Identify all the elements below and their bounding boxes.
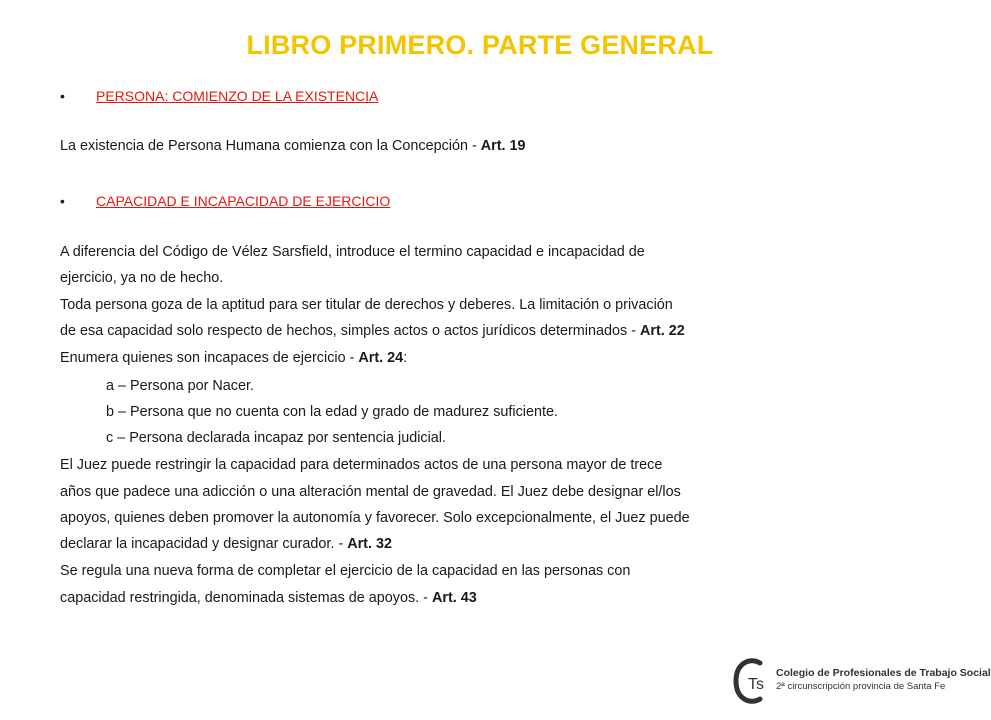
text-line: años que padece una adicción o una alteración mental de gravedad. El Juez debe designar el/los	[60, 484, 681, 500]
article-ref: Art. 22	[639, 323, 685, 339]
text-line: El Juez puede restringir la capacidad para determinados actos de una persona mayor de trece	[60, 457, 663, 473]
svg-text:Ts: Ts	[748, 676, 764, 693]
text-line: A diferencia del Código de Vélez Sarsfield, introduce el termino capacidad e incapacidad de	[60, 244, 645, 260]
section-heading-text: PERSONA: COMIENZO DE LA EXISTENCIA	[96, 88, 379, 104]
text-line: declarar la incapacidad y designar curador. - Art. 32	[60, 536, 392, 552]
text-line: capacidad restringida, denominada sistemas de apoyos. - Art. 43	[60, 590, 477, 606]
article-ref: Art. 19	[480, 138, 526, 154]
text-line: La existencia de Persona Humana comienza con la Concepción - Art. 19	[60, 138, 526, 154]
article-ref: Art. 43	[431, 590, 477, 606]
list-item: c – Persona declarada incapaz por sentencia judicial.	[106, 430, 446, 446]
list-item: b – Persona que no cuenta con la edad y grado de madurez suficiente.	[106, 404, 559, 420]
cts-logo-icon	[732, 655, 774, 710]
article-ref: Art. 32	[347, 536, 392, 552]
organization-subtitle: 2ª circunscripción provincia de Santa Fe	[776, 681, 946, 692]
section-heading-capacidad	[60, 193, 390, 209]
section-heading-persona	[60, 88, 378, 104]
text-line: Enumera quienes son incapaces de ejercicio - Art. 24:	[60, 350, 408, 366]
organization-logo	[732, 655, 991, 710]
text-line: ejercicio, ya no de hecho.	[60, 270, 224, 286]
text-line: de esa capacidad solo respecto de hechos, simples actos o actos jurídicos determinados - Art. 22	[60, 323, 685, 339]
organization-name: Colegio de Profesionales de Trabajo Social	[776, 667, 991, 679]
text-line: Se regula una nueva forma de completar el ejercicio de la capacidad en las personas con	[60, 563, 631, 579]
bullet-icon: •	[60, 193, 65, 209]
slide-title: LIBRO PRIMERO. PARTE GENERAL	[246, 30, 714, 60]
text-line: apoyos, quienes deben promover la autonomía y favorecer. Solo excepcionalmente, el Juez puede	[60, 510, 690, 526]
article-ref: Art. 24	[358, 350, 404, 366]
list-item: a – Persona por Nacer.	[106, 378, 254, 394]
text-line: Toda persona goza de la aptitud para ser titular de derechos y deberes. La limitación o privación	[60, 297, 673, 313]
section-heading-text: CAPACIDAD E INCAPACIDAD DE EJERCICIO	[96, 193, 391, 209]
bullet-icon: •	[60, 88, 65, 104]
